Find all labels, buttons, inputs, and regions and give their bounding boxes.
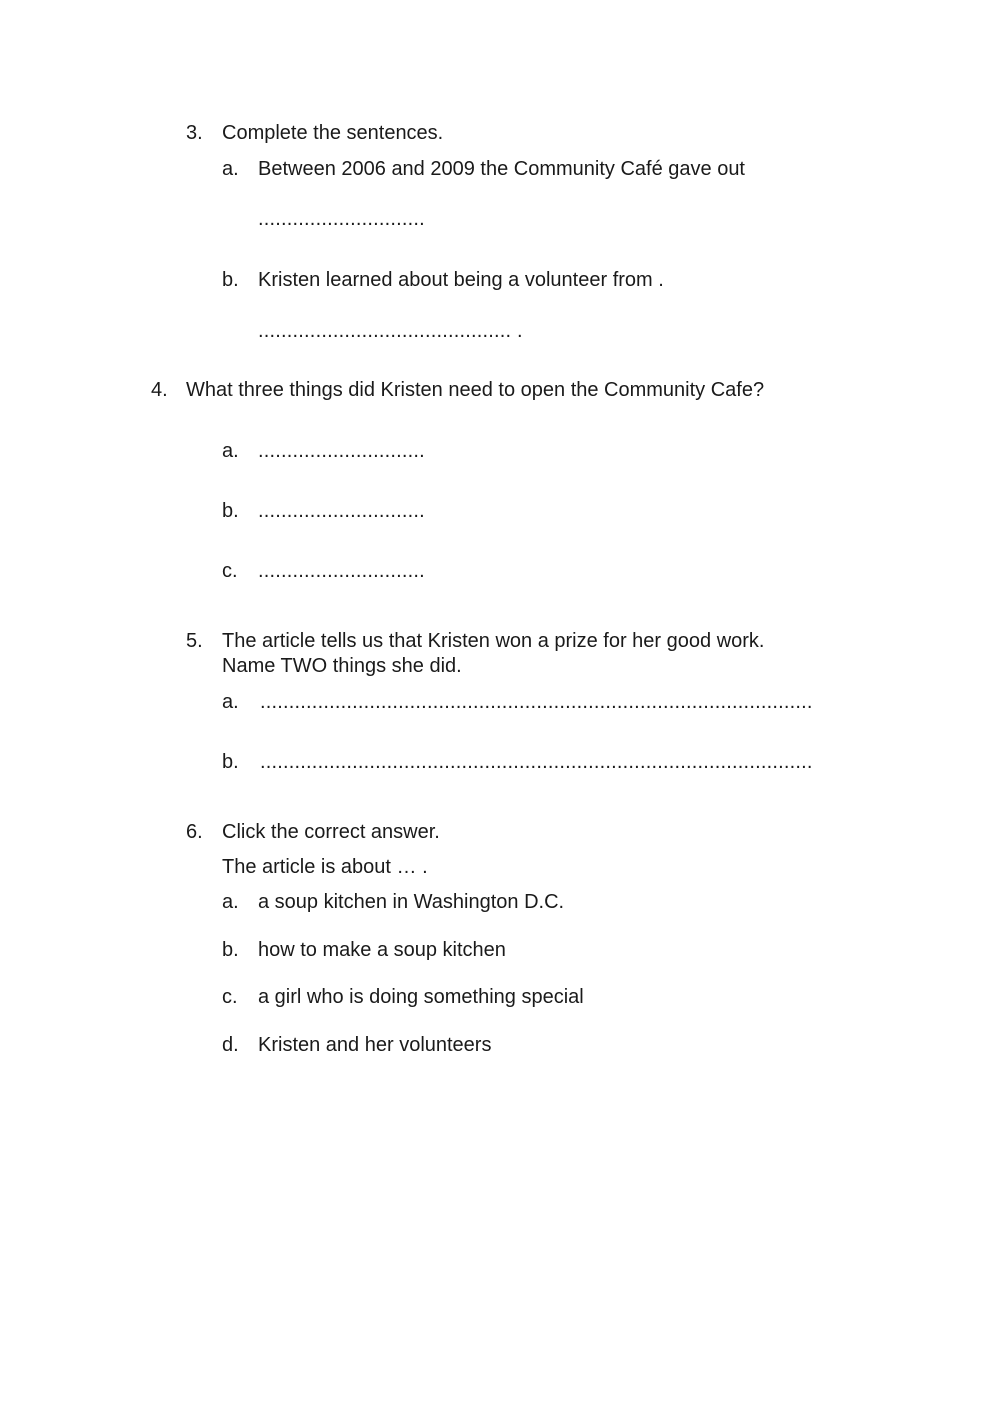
option-c-text[interactable]: a girl who is doing something special xyxy=(258,986,584,1008)
option-d-letter: d. xyxy=(222,1034,239,1056)
question-5b-answer-blank[interactable]: ................................................................................................ xyxy=(260,751,813,773)
question-4-number: 4. xyxy=(151,379,168,401)
option-b-text[interactable]: how to make a soup kitchen xyxy=(258,939,506,961)
question-6-stem: The article is about … . xyxy=(222,856,428,878)
question-4-prompt: What three things did Kristen need to open the Community Cafe? xyxy=(186,379,765,401)
question-5-prompt-line-1: The article tells us that Kristen won a prize for her good work. xyxy=(222,630,765,652)
question-3b-letter: b. xyxy=(222,269,239,291)
question-4a-answer-blank[interactable]: ............................. xyxy=(258,440,425,462)
question-4c-letter: c. xyxy=(222,560,238,582)
question-4b-answer-blank[interactable]: ............................. xyxy=(258,500,425,522)
question-5b-letter: b. xyxy=(222,751,239,773)
question-4a-letter: a. xyxy=(222,440,239,462)
question-6-prompt: Click the correct answer. xyxy=(222,821,440,843)
question-3a-letter: a. xyxy=(222,158,239,180)
option-a-text[interactable]: a soup kitchen in Washington D.C. xyxy=(258,891,565,913)
option-b-letter: b. xyxy=(222,939,239,961)
question-6-number: 6. xyxy=(186,821,203,843)
question-3a-answer-blank[interactable]: ............................. xyxy=(258,208,425,230)
question-3-prompt: Complete the sentences. xyxy=(222,122,444,144)
question-5a-letter: a. xyxy=(222,691,239,713)
question-3b-text: Kristen learned about being a volunteer from . xyxy=(258,269,664,291)
question-4b-letter: b. xyxy=(222,500,239,522)
question-3-number: 3. xyxy=(186,122,203,144)
question-5-number: 5. xyxy=(186,630,203,652)
question-4c-answer-blank[interactable]: ............................. xyxy=(258,560,425,582)
question-5-prompt-line-2: Name TWO things she did. xyxy=(222,655,462,677)
question-3a-text: Between 2006 and 2009 the Community Café gave out xyxy=(258,158,745,180)
question-5a-answer-blank[interactable]: ................................................................................................ xyxy=(260,691,813,713)
option-c-letter: c. xyxy=(222,986,238,1008)
option-a-letter: a. xyxy=(222,891,239,913)
question-3b-answer-blank[interactable]: ............................................ . xyxy=(258,320,523,342)
option-d-text[interactable]: Kristen and her volunteers xyxy=(258,1034,492,1056)
